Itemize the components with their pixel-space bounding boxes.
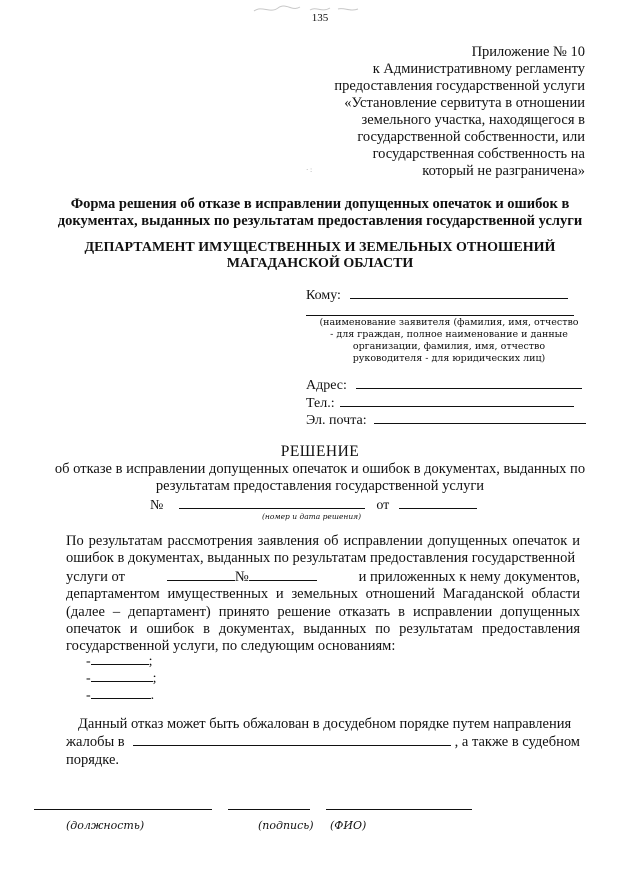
recipient-name-line[interactable]	[306, 315, 574, 316]
application-date-field[interactable]	[167, 568, 235, 581]
appendix-line: государственная собственность на	[372, 146, 585, 162]
full-name-line[interactable]	[326, 809, 472, 810]
application-number-field[interactable]	[249, 568, 317, 581]
application-number-label: №	[234, 568, 249, 585]
appendix-line: который не разграничена»	[422, 163, 585, 179]
basis-item	[86, 669, 157, 687]
appeal-line	[66, 733, 580, 751]
address-row	[306, 376, 582, 394]
decision-date-field[interactable]	[399, 496, 477, 509]
basis-dash: -	[86, 688, 91, 703]
basis-field[interactable]	[91, 686, 151, 699]
basis-end: ;	[148, 654, 153, 669]
phone-row	[306, 394, 574, 412]
phone-field[interactable]	[340, 394, 574, 407]
recipient-to-field[interactable]	[350, 286, 568, 299]
appeal-line: порядке.	[66, 751, 120, 768]
appendix-line: «Установление сервитута в отношении	[344, 95, 585, 111]
body-paragraph-end: департаментом имущественных и земельных отношений Магаданской области (далее – департамент) принято решение отказать в исправлении допущенных опечаток и ошибок в документах, выданных по результатам предоставления государственной услуги, по следующим основаниям:	[66, 586, 580, 655]
basis-dash: -	[86, 671, 91, 686]
phone-label: Тел.:	[306, 396, 335, 411]
signature-line[interactable]	[228, 809, 310, 810]
signature-label: (подпись)	[258, 819, 314, 832]
appeal-text	[66, 716, 580, 769]
decision-date-label: от	[376, 498, 390, 513]
basis-item	[86, 652, 153, 670]
body-paragraph-start: По результатам рассмотрения заявления об исправлении допущенных опечаток и ошибок в документах, выданных по результатам предоставления государственной	[66, 533, 580, 567]
position-line[interactable]	[34, 809, 212, 810]
appendix-line: Приложение № 10	[471, 44, 585, 60]
position-label: (должность)	[66, 819, 145, 832]
appendix-line: государственной собственности, или	[357, 129, 585, 145]
basis-dash: -	[86, 654, 91, 669]
appeal-authority-field[interactable]	[133, 733, 451, 746]
appeal-line: Данный отказ может быть обжалован в досудебном порядке путем направления	[78, 716, 572, 732]
basis-field[interactable]	[91, 669, 153, 682]
decision-title: РЕШЕНИЕ	[280, 443, 360, 460]
appendix-line: предоставления государственной услуги	[334, 78, 585, 94]
body-application-row	[66, 568, 580, 586]
appendix-line: земельного участка, находящегося в	[361, 112, 585, 128]
address-label: Адрес:	[306, 378, 347, 393]
appendix-header	[245, 44, 585, 180]
basis-item	[86, 686, 154, 704]
appendix-line: к Административному регламенту	[372, 61, 585, 77]
decision-body	[66, 533, 580, 656]
form-title: Форма решения об отказе в исправлении допущенных опечаток и ошибок в документах, выданных по результатам предоставления государственной услуги	[57, 196, 583, 229]
full-name-label: (ФИО)	[330, 819, 367, 832]
email-field[interactable]	[374, 411, 586, 424]
basis-end: .	[150, 688, 155, 703]
recipient-to-label: Кому:	[306, 288, 341, 303]
body-application-suffix: и приложенных к нему документов,	[358, 568, 580, 585]
recipient-to-row	[306, 286, 568, 304]
decision-number-field[interactable]	[179, 496, 365, 509]
basis-end: ;	[152, 671, 157, 686]
email-row	[306, 411, 586, 429]
appeal-suffix: , а также в судебном	[454, 734, 580, 751]
decision-subtitle: об отказе в исправлении допущенных опечаток и ошибок в документах, выданных по результатам предоставления государственной услуги	[54, 461, 586, 494]
decision-number-hint: (номер и дата решения)	[262, 512, 362, 521]
appeal-prefix: жалобы в	[66, 734, 125, 751]
recipient-hint: (наименование заявителя (фамилия, имя, отчество - для граждан, полное наименование и данные организации, фамилия, имя, отчество руководителя - для юридических лиц)	[319, 317, 579, 364]
address-field[interactable]	[356, 376, 582, 389]
scan-artifact: · :	[306, 166, 313, 174]
decision-number-label: №	[150, 498, 164, 513]
email-label: Эл. почта:	[306, 413, 367, 428]
basis-field[interactable]	[91, 652, 149, 665]
body-application-prefix: услуги от	[66, 568, 125, 585]
department-name: ДЕПАРТАМЕНТ ИМУЩЕСТВЕННЫХ И ЗЕМЕЛЬНЫХ ОТНОШЕНИЙ МАГАДАНСКОЙ ОБЛАСТИ	[84, 240, 556, 271]
page-number: 135	[311, 12, 329, 24]
